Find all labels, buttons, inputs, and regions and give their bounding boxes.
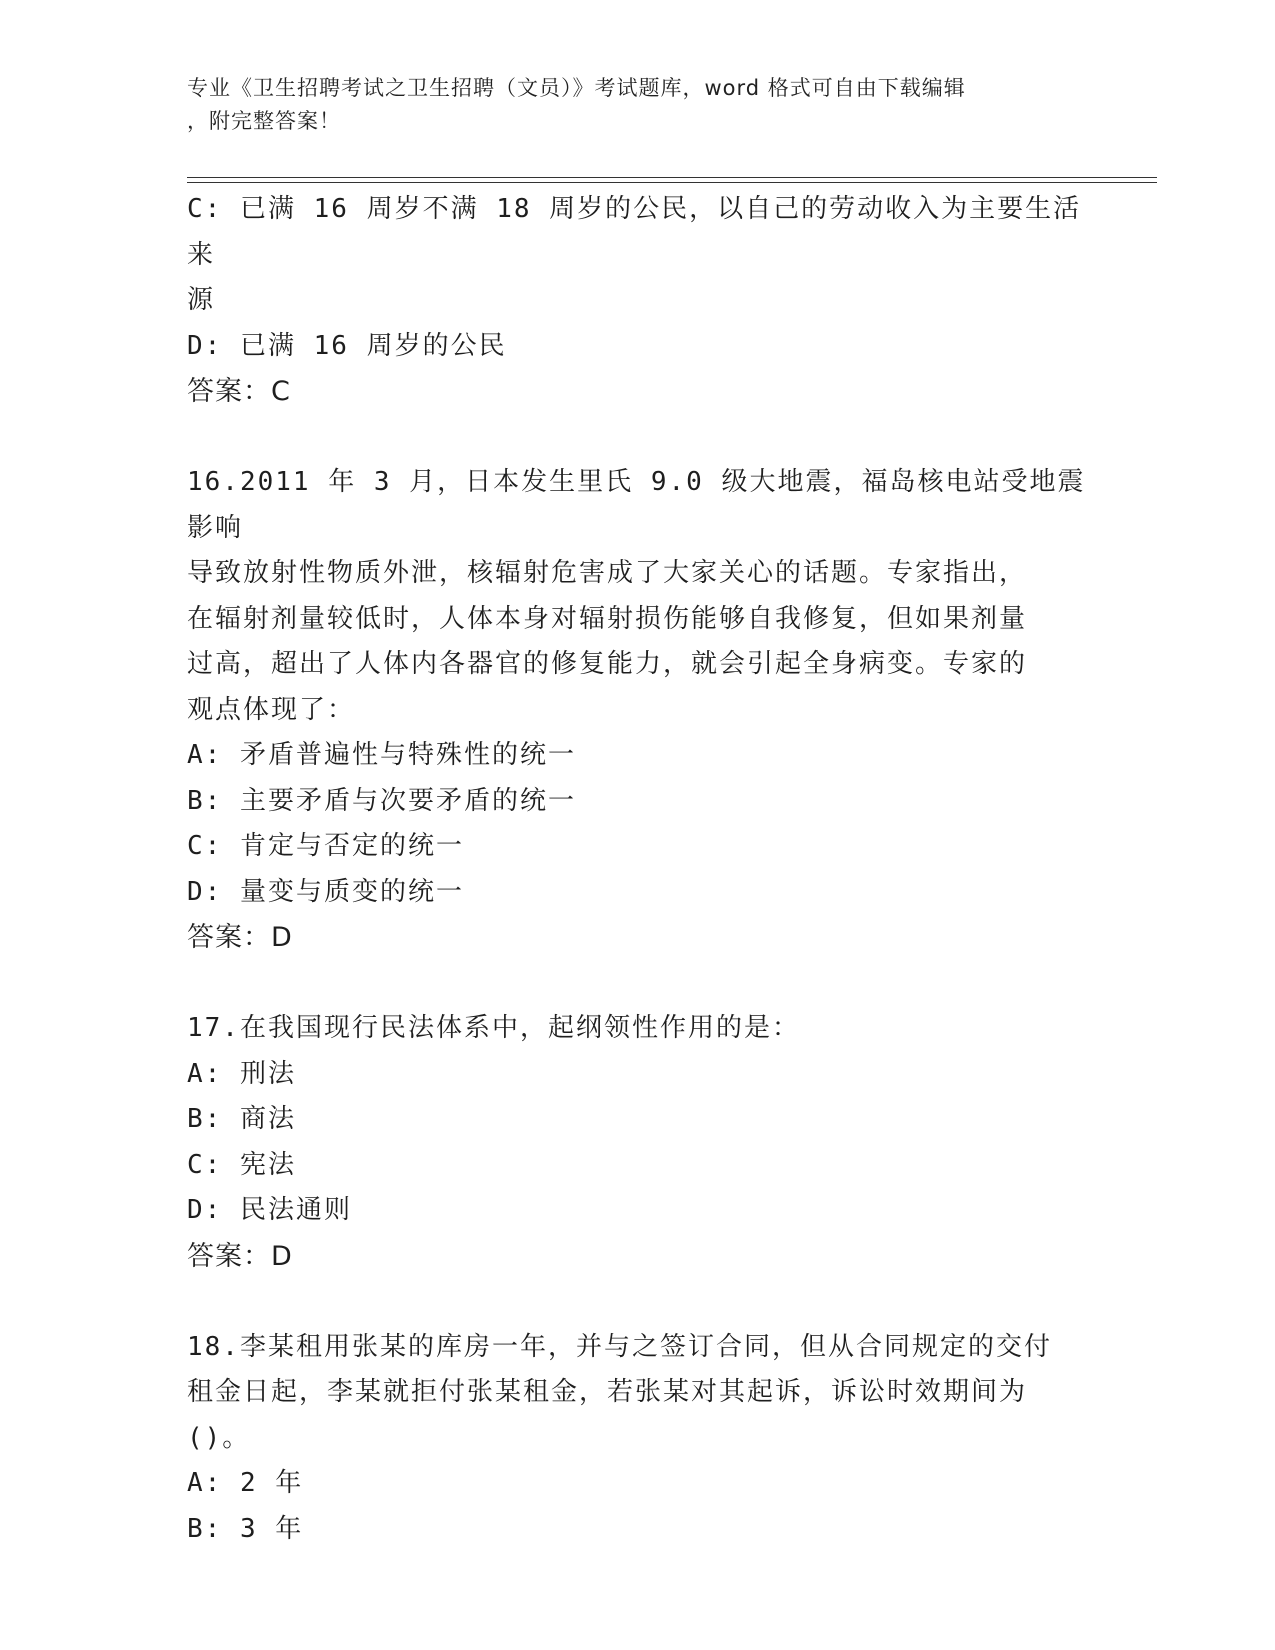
- spacer: [187, 1279, 1087, 1325]
- option-d: D: 已满 16 周岁的公民: [187, 330, 507, 361]
- answer-line: 答案：D: [187, 1240, 293, 1272]
- option-c-continued: 源: [187, 285, 216, 315]
- question-stem-line: 租金日起，李某就拒付张某租金，若张某对其起诉，诉讼时效期间为: [187, 1377, 1028, 1407]
- question-stem-line: 17.在我国现行民法体系中，起纲领性作用的是：: [187, 1013, 800, 1043]
- spacer: [187, 961, 1087, 1007]
- document-header: [187, 72, 1087, 138]
- answer-line: 答案：D: [187, 922, 293, 953]
- header-line-2: ，附完整答案！: [187, 109, 341, 133]
- question-stem-line: 过高，超出了人体内各器官的修复能力，就会引起全身病变。专家的: [187, 649, 1028, 679]
- option-b: B: 3 年: [187, 1513, 304, 1544]
- question-16: [187, 460, 1087, 961]
- header-line-1: 专业《卫生招聘考试之卫生招聘（文员）》考试题库，word 格式可自由下载编辑: [187, 76, 966, 100]
- option-b: B: 商法: [187, 1104, 296, 1134]
- document-body: [187, 187, 1087, 1552]
- option-d: D: 量变与质变的统一: [187, 876, 464, 907]
- question-stem-line: 在辐射剂量较低时，人体本身对辐射损伤能够自我修复，但如果剂量: [187, 603, 1028, 634]
- question-stem-line: 观点体现了：: [187, 694, 356, 725]
- option-c: C: 已满 16 周岁不满 18 周岁的公民，以自己的劳动收入为主要生活来: [187, 194, 1082, 270]
- option-a: A: 刑法: [187, 1058, 296, 1089]
- header-divider-top: [187, 177, 1157, 178]
- option-a: A: 矛盾普遍性与特殊性的统一: [187, 740, 576, 770]
- spacer: [187, 415, 1087, 461]
- question-18: [187, 1325, 1087, 1553]
- answer-line: 答案：C: [187, 376, 291, 407]
- question-stem-line: ()。: [187, 1422, 251, 1453]
- header-divider-bottom: [187, 182, 1157, 183]
- option-d: D: 民法通则: [187, 1195, 352, 1225]
- question-stem-line: 16.2011 年 3 月，日本发生里氏 9.0 级大地震，福岛核电站受地震影响: [187, 467, 1086, 543]
- question-17: [187, 1006, 1087, 1279]
- option-c: C: 宪法: [187, 1149, 296, 1180]
- option-c: C: 肯定与否定的统一: [187, 831, 464, 861]
- option-b: B: 主要矛盾与次要矛盾的统一: [187, 785, 576, 816]
- question-15-tail: [187, 187, 1087, 415]
- question-stem-line: 18.李某租用张某的库房一年，并与之签订合同，但从合同规定的交付: [187, 1331, 1052, 1362]
- question-stem-line: 导致放射性物质外泄，核辐射危害成了大家关心的话题。专家指出，: [187, 558, 1028, 588]
- option-a: A: 2 年: [187, 1468, 304, 1498]
